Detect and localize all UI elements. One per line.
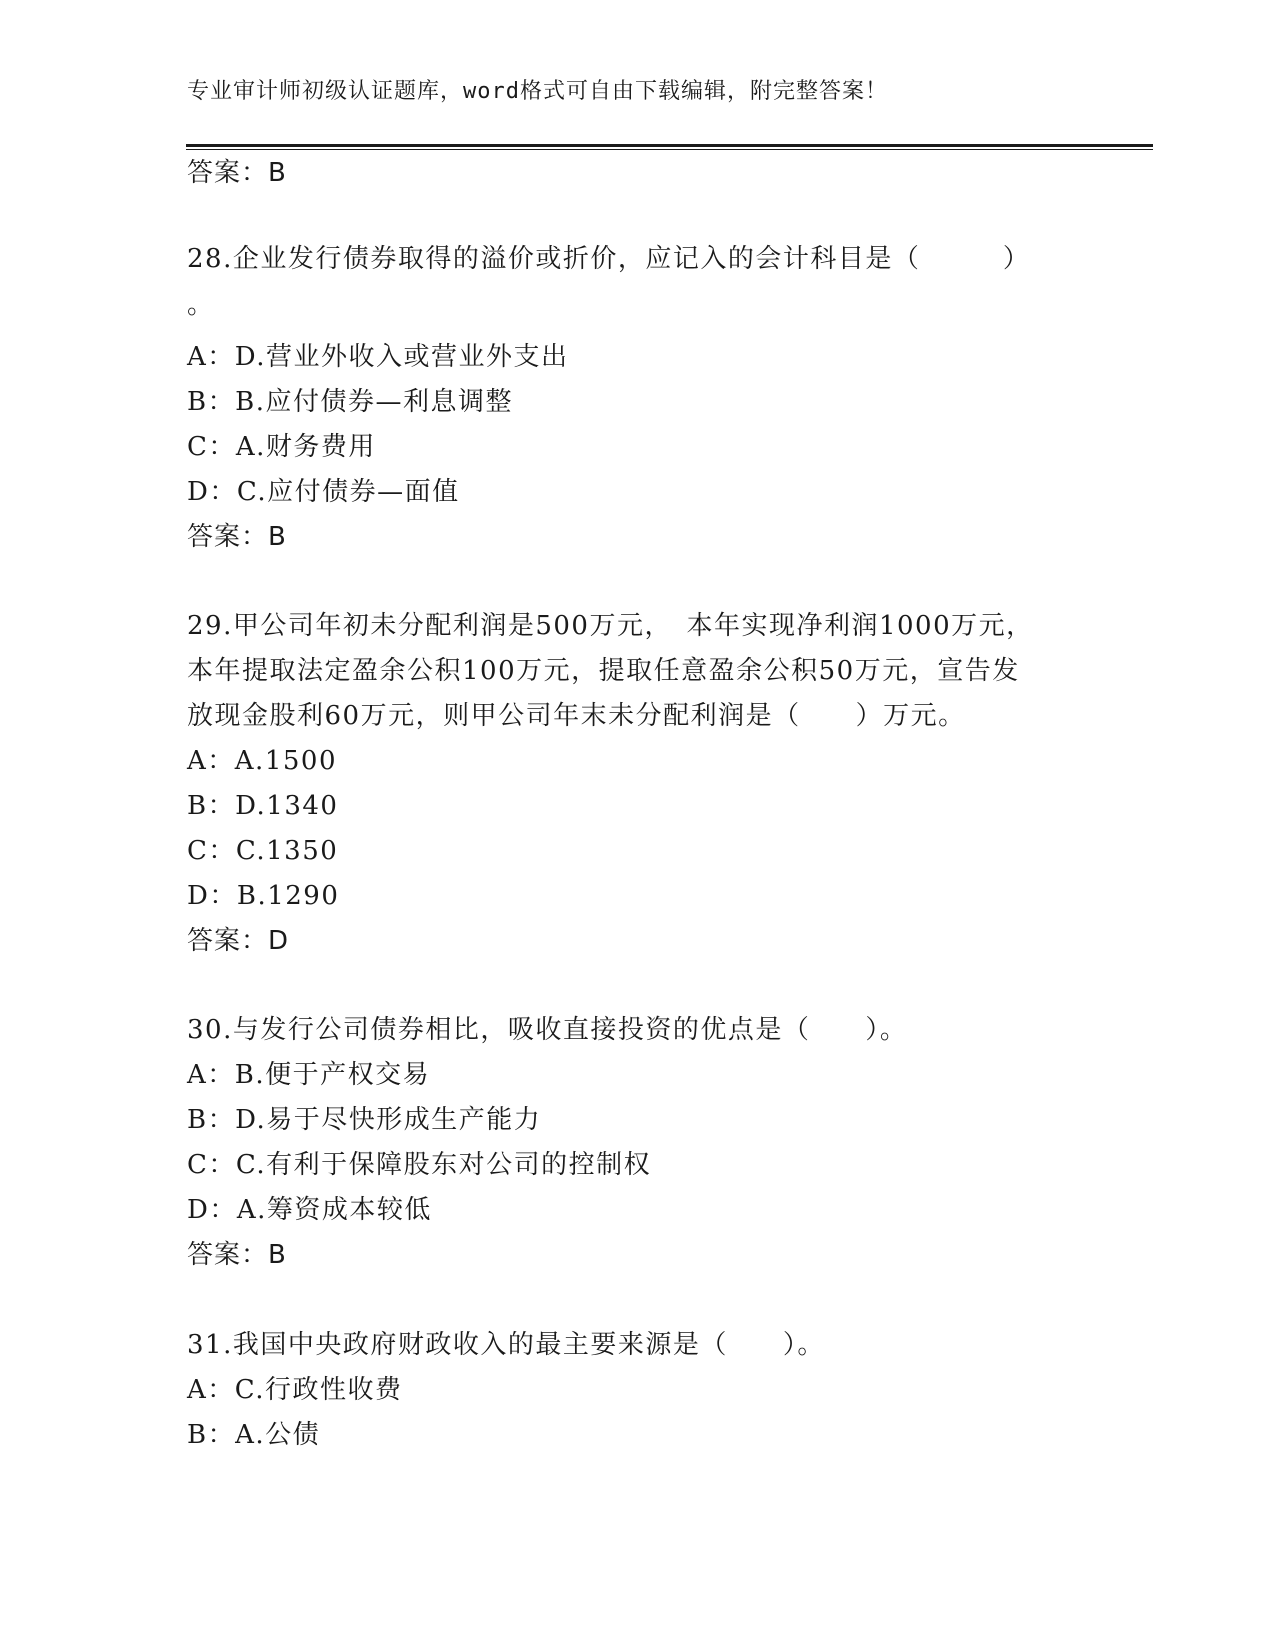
option-b: B：B.应付债券—利息调整 xyxy=(187,387,513,417)
header-rule-thick xyxy=(186,144,1153,147)
question-stem: 29.甲公司年初未分配利润是500万元， 本年实现净利润1000万元， xyxy=(187,611,1034,641)
option-b: B：D.易于尽快形成生产能力 xyxy=(187,1105,542,1135)
option-b: B：D.1340 xyxy=(187,791,339,821)
option-c: C：C.有利于保障股东对公司的控制权 xyxy=(187,1150,652,1180)
option-c: C：A.财务费用 xyxy=(187,432,376,462)
option-c: C：C.1350 xyxy=(187,836,339,866)
option-d: D：B.1290 xyxy=(187,881,340,911)
option-d: D：A.筹资成本较低 xyxy=(187,1195,432,1225)
question-stem: 。 xyxy=(187,290,215,320)
option-a: A：A.1500 xyxy=(187,746,337,776)
question-stem: 28.企业发行债券取得的溢价或折价，应记入的会计科目是（ ） xyxy=(187,244,1031,274)
option-b: B：A.公债 xyxy=(187,1420,321,1450)
option-a: A：D.营业外收入或营业外支出 xyxy=(187,342,569,372)
header-rule-thin xyxy=(186,149,1153,150)
question-stem: 本年提取法定盈余公积100万元，提取任意盈余公积50万元，宣告发 xyxy=(187,656,1020,686)
option-a: A：B.便于产权交易 xyxy=(187,1060,431,1090)
answer-line: 答案：B xyxy=(187,522,287,552)
page-header: 专业审计师初级认证题库，word格式可自由下载编辑，附完整答案！ xyxy=(187,79,888,104)
question-stem: 31.我国中央政府财政收入的最主要来源是（ ）。 xyxy=(187,1330,825,1360)
option-a: A：C.行政性收费 xyxy=(187,1375,403,1405)
answer-line: 答案：B xyxy=(187,1240,287,1270)
question-stem: 30.与发行公司债券相比，吸收直接投资的优点是（ ）。 xyxy=(187,1015,908,1045)
question-stem: 放现金股利60万元，则甲公司年末未分配利润是（ ）万元。 xyxy=(187,701,966,731)
answer-line: 答案：B xyxy=(187,158,287,188)
option-d: D：C.应付债券—面值 xyxy=(187,477,460,507)
answer-line: 答案：D xyxy=(187,926,290,956)
